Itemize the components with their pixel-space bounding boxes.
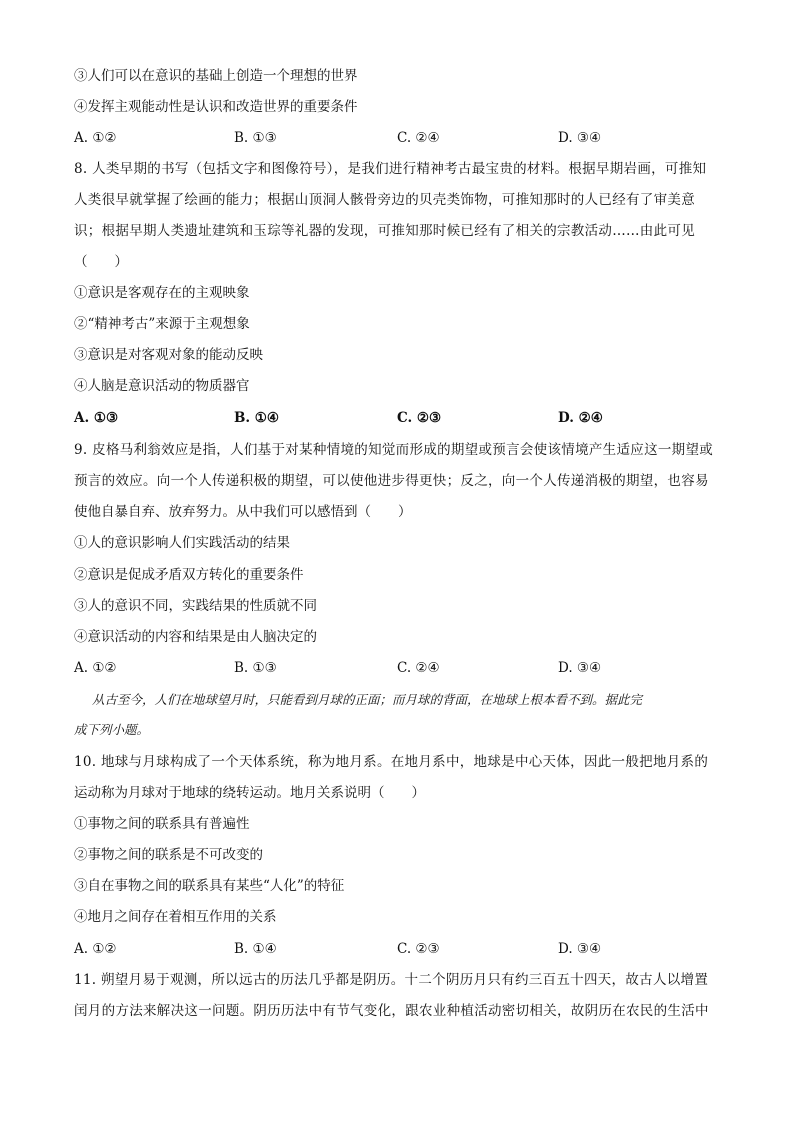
- question-9-statement-2: ②意识是促成矛盾双方转化的重要条件: [74, 567, 304, 583]
- question-10-line-2: 运动称为月球对于地球的绕转运动。地月关系说明（ ）: [74, 785, 425, 801]
- question-9-line-2: 预言的效应。向一个人传递积极的期望，可以使他进步得更快；反之，向一个人传递消极的期望，也容易: [74, 473, 709, 489]
- answer-options-q10: [74, 939, 714, 959]
- option-d[interactable]: D. ②④: [558, 410, 603, 426]
- question-9-statement-1: ①人的意识影响人们实践活动的结果: [74, 535, 290, 551]
- passage-line-2: 成下列小题。: [74, 722, 150, 737]
- option-b[interactable]: B. ①④: [234, 941, 277, 957]
- answer-options-q7: [74, 128, 714, 148]
- question-8-line-3: 识；根据早期人类遗址建筑和玉琮等礼器的发现，可推知那时候已经有了相关的宗教活动……由此可见: [74, 223, 695, 239]
- answer-options-q8: [74, 408, 714, 428]
- option-c[interactable]: C. ②③: [397, 410, 442, 426]
- question-10-statement-3: ③自在事物之间的联系具有某些“人化”的特征: [74, 878, 345, 894]
- option-d[interactable]: D. ③④: [558, 130, 602, 146]
- question-11-line-1: 11. 朔望月易于观测，所以远古的历法几乎都是阴历。十二个阴历月只有约三百五十四天，故古人以增置: [74, 972, 709, 988]
- question-8-bracket: （ ）: [74, 254, 128, 270]
- option-a[interactable]: A. ①②: [74, 130, 117, 146]
- option-c[interactable]: C. ②③: [397, 941, 440, 957]
- question-8-statement-1: ①意识是客观存在的主观映象: [74, 285, 250, 301]
- question-9-line-3: 使他自暴自弃、放弃努力。从中我们可以感悟到（ ）: [74, 504, 412, 520]
- option-c[interactable]: C. ②④: [397, 660, 440, 676]
- option-a[interactable]: A. ①③: [74, 410, 119, 426]
- option-d[interactable]: D. ③④: [558, 941, 602, 957]
- question-10-line-1: 10. 地球与月球构成了一个天体系统，称为地月系。在地月系中，地球是中心天体，因此一般把地月系的: [74, 754, 709, 770]
- question-8-statement-3: ③意识是对客观对象的能动反映: [74, 347, 263, 363]
- passage-line-1: 从古至今，人们在地球望月时，只能看到月球的正面；而月球的背面，在地球上根本看不到。据此完: [92, 692, 643, 707]
- question-10-statement-4: ④地月之间存在着相互作用的关系: [74, 909, 277, 925]
- statement-3: ③人们可以在意识的基础上创造一个理想的世界: [74, 68, 358, 84]
- question-8-line-2: 人类很早就掌握了绘画的能力；根据山顶洞人骸骨旁边的贝壳类饰物，可推知那时的人已经有了审美意: [74, 192, 695, 208]
- option-b[interactable]: B. ①④: [234, 410, 280, 426]
- statement-4: ④发挥主观能动性是认识和改造世界的重要条件: [74, 99, 358, 115]
- answer-options-q9: [74, 658, 714, 678]
- option-b[interactable]: B. ①③: [234, 660, 277, 676]
- question-9-statement-4: ④意识活动的内容和结果是由人脑决定的: [74, 629, 317, 645]
- option-a[interactable]: A. ①②: [74, 660, 117, 676]
- question-11-line-2: 闰月的方法来解决这一问题。阴历历法中有节气变化，跟农业种植活动密切相关，故阴历在农民的生活中: [74, 1003, 709, 1019]
- option-c[interactable]: C. ②④: [397, 130, 440, 146]
- option-b[interactable]: B. ①③: [234, 130, 277, 146]
- option-a[interactable]: A. ①②: [74, 941, 117, 957]
- question-9-line-1: 9. 皮格马利翁效应是指，人们基于对某种情境的知觉而形成的期望或预言会使该情境产生适应这一期望或: [74, 442, 714, 458]
- question-10-statement-1: ①事物之间的联系具有普遍性: [74, 816, 250, 832]
- question-8-line-1: 8. 人类早期的书写（包括文字和图像符号），是我们进行精神考古最宝贵的材料。根据早期岩画，可推知: [74, 161, 707, 177]
- question-8-statement-4: ④人脑是意识活动的物质器官: [74, 378, 250, 394]
- option-d[interactable]: D. ③④: [558, 660, 602, 676]
- question-10-statement-2: ②事物之间的联系是不可改变的: [74, 847, 263, 863]
- question-8-statement-2: ②“精神考古”来源于主观想象: [74, 316, 250, 332]
- question-9-statement-3: ③人的意识不同，实践结果的性质就不同: [74, 598, 317, 614]
